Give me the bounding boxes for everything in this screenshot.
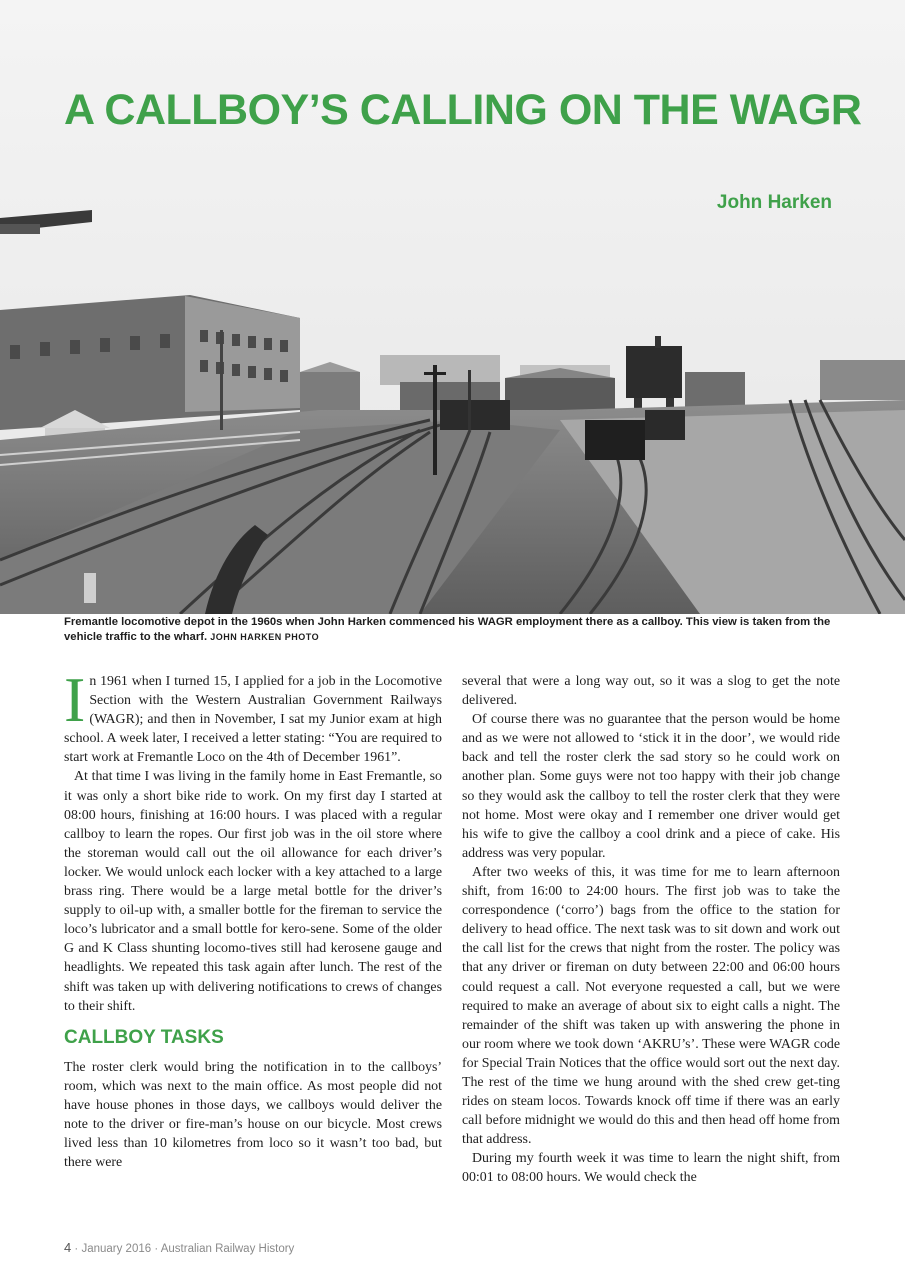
footer-issue: · January 2016 · Australian Railway History: [71, 1243, 295, 1255]
body-paragraph-7: During my fourth week it was time to learn the night shift, from 00:01 to 08:00 hours. We would check the: [462, 1151, 840, 1186]
page-number: 4: [64, 1240, 72, 1255]
photo-caption: [64, 615, 854, 645]
photo-credit: JOHN HARKEN PHOTO: [210, 632, 320, 642]
drop-cap: I: [64, 664, 86, 735]
paragraph-1-text: n 1961 when I turned 15, I applied for a job in the Locomotive Section with the Western Australian Government Railways (WAGR); and then in November, I sat my Junior exam at high school. A week later, I received a letter stating: “You are required to start work at Fremantle Loco on the 4th of December 1961”.: [64, 674, 442, 766]
body-paragraph-3: The roster clerk would bring the notification in to the callboys’ room, which was next to the main office. As most people did not have house phones in those days, we callboys would deliver the note to the driver or fire-man’s house on our bicycle. Most crews lived less than 10 kilometres from loco so it wasn’t too bad, but there were: [64, 1059, 442, 1171]
caption-text: Fremantle locomotive depot in the 1960s when John Harken commenced his WAGR employment there as a callboy. This view is taken from the vehicle traffic to the wharf.: [64, 616, 831, 643]
body-paragraph-5: Of course there was no guarantee that the person would be home and as we were not allowed to ‘stick it in the door’, we would ride back and tell the roster clerk the sad story so he could work on another plan. Some guys were not too happy with their job change so they would ask the callboy to tell the roster clerk that they were not home. Most were okay and I remember one driver would get his wife to give the callboy a cool drink and a piece of cake. His address was very popular.: [462, 712, 840, 861]
body-paragraph-2: At that time I was living in the family home in East Fremantle, so it was only a short bike ride to work. On my first day I started at 08:00 hours, finishing at 16:00 hours. I was placed with a regular callboy to learn the ropes. Our first job was in the oil store where the storeman would call out the oil allowance for each driver’s locker. We would unlock each locker with a key attached to a large brass ring. There would be a large metal bottle for the driver’s supply to oil-up with, a smaller bottle for the fireman to service the loco’s lubricator and a small bottle for kero-sene. Some of the older G and K Class shunting locomo-tives still had kerosene gauge and headlights. We repeated this task again after lunch. The rest of the shift was taken up with delivering notifications to crews of changes to their shift.: [64, 769, 442, 1014]
article-column-right: [462, 672, 840, 1188]
body-paragraph-1: [64, 664, 442, 767]
page-footer: [64, 1240, 294, 1255]
section-heading-callboy-tasks: CALLBOY TASKS: [64, 1026, 224, 1048]
body-paragraph-6: After two weeks of this, it was time for me to learn afternoon shift, from 16:00 to 24:00 hours. The first job was to take the correspondence (‘corro’) bags from the office to the station for delivery to head office. The next task was to sit down and work out the call list for the crews that night from the roster. The policy was that any driver or fireman on duty between 22:00 and 06:00 hours could request a call. Not everyone requested a call, but we were required to make an average of about six to eight calls a night. The remainder of the shift was taken up with answering the phone in our room where we took down ‘AKRU’s’. These were WAGR code for Special Train Notices that the office would sort out the next day. The rest of the time we hung around with the shed crew get-ting rides on steam locos. Towards knock off time if there was an early call before midnight we would do this and then head off home from that address.: [462, 864, 840, 1148]
article-column-left: [64, 664, 442, 1172]
article-author: John Harken: [716, 192, 832, 213]
body-paragraph-4: several that were a long way out, so it was a slog to get the note delivered.: [462, 674, 840, 709]
article-title: A CALLBOY’S CALLING ON THE WAGR: [64, 86, 862, 134]
